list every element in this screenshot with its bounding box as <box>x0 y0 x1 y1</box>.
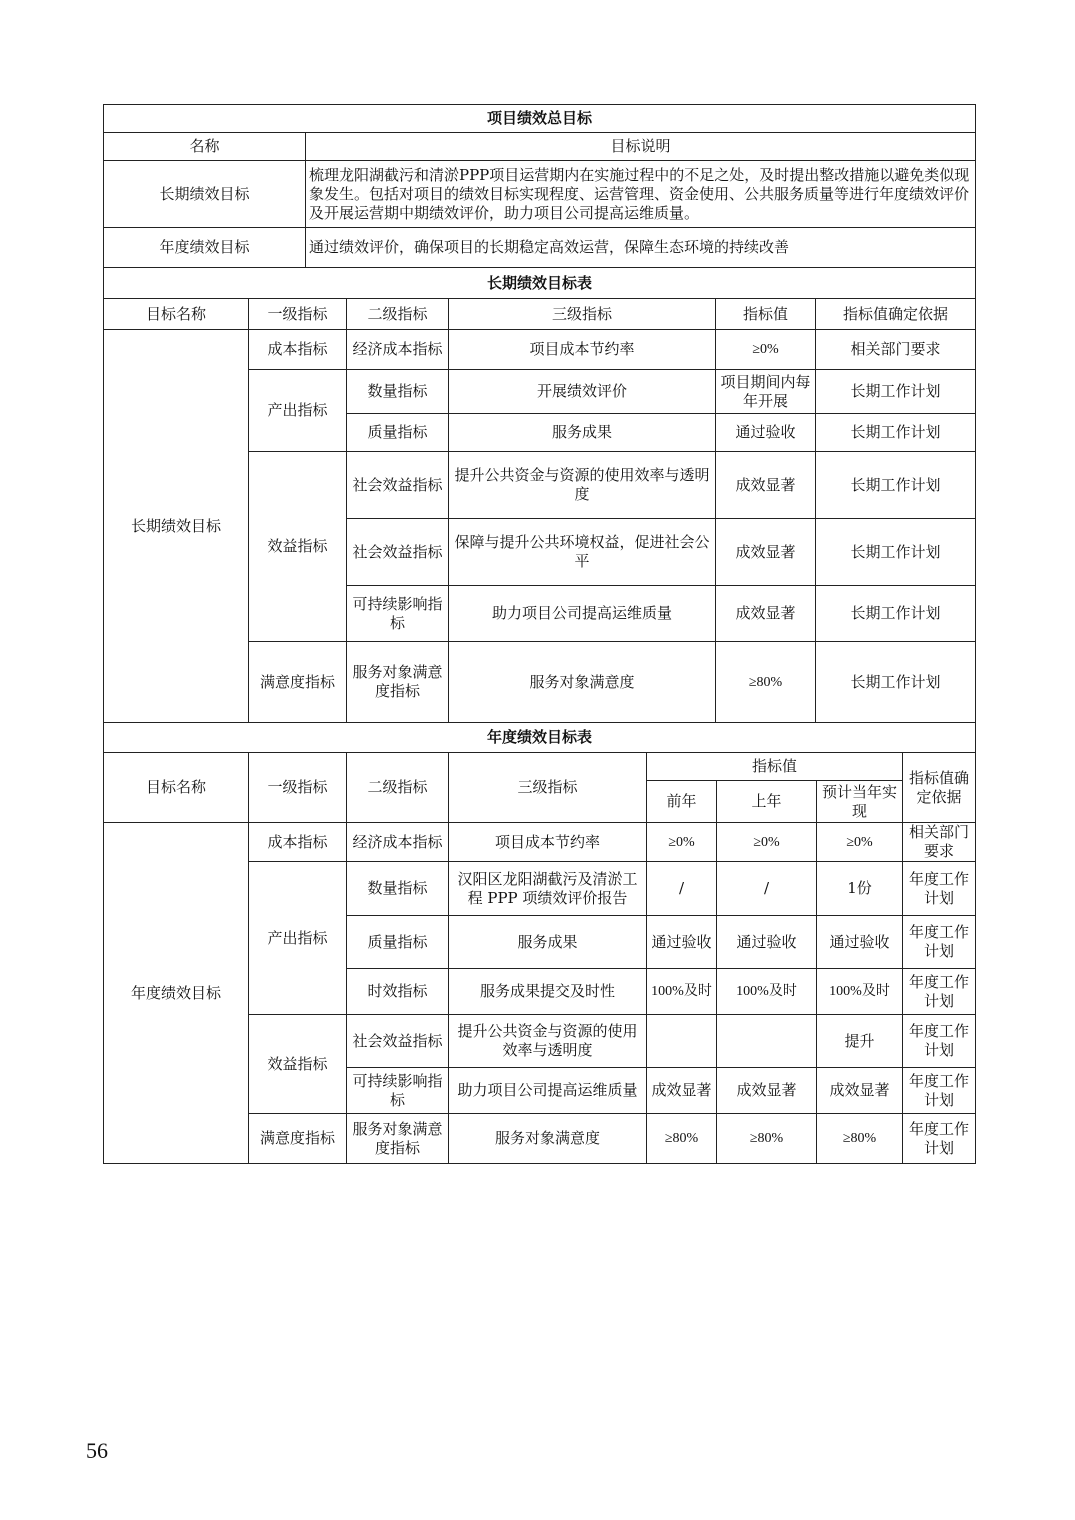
value-cell: ≥0% <box>817 823 903 862</box>
value-cell: 成效显著 <box>817 1068 903 1114</box>
basis-cell: 年度工作计划 <box>903 1068 976 1114</box>
level1-cell: 产出指标 <box>249 370 347 452</box>
summary-row-name: 年度绩效目标 <box>104 228 306 268</box>
summary-col-desc: 目标说明 <box>306 133 976 161</box>
level2-cell: 数量指标 <box>347 370 449 414</box>
level3-cell: 服务成果 <box>449 916 647 969</box>
value-cell: 成效显著 <box>716 586 816 642</box>
summary-col-name: 名称 <box>104 133 306 161</box>
header-cell: 二级指标 <box>347 299 449 330</box>
value-cell: 成效显著 <box>717 1068 817 1114</box>
level3-cell: 开展绩效评价 <box>449 370 716 414</box>
target-name-cell: 长期绩效目标 <box>104 330 249 723</box>
summary-title: 项目绩效总目标 <box>104 105 976 133</box>
summary-table <box>103 104 976 268</box>
level1-cell: 满意度指标 <box>249 642 347 723</box>
basis-cell: 长期工作计划 <box>816 414 976 452</box>
header-cell: 三级指标 <box>449 299 716 330</box>
level3-cell: 助力项目公司提高运维质量 <box>449 586 716 642</box>
level2-cell: 可持续影响指标 <box>347 586 449 642</box>
value-cell: ≥80% <box>817 1114 903 1164</box>
basis-cell: 年度工作计划 <box>903 1114 976 1164</box>
value-cell: 100%及时 <box>647 969 717 1015</box>
summary-row-name: 长期绩效目标 <box>104 161 306 228</box>
value-cell: 通过验收 <box>717 916 817 969</box>
long-term-title: 长期绩效目标表 <box>104 268 976 299</box>
value-cell: ≥80% <box>647 1114 717 1164</box>
header-cell: 目标名称 <box>104 753 249 823</box>
basis-cell: 长期工作计划 <box>816 370 976 414</box>
basis-cell: 相关部门要求 <box>903 823 976 862</box>
value-cell <box>647 1015 717 1068</box>
level2-cell: 社会效益指标 <box>347 1015 449 1068</box>
value-cell: ≥0% <box>717 823 817 862</box>
level3-cell: 助力项目公司提高运维质量 <box>449 1068 647 1114</box>
level3-cell: 项目成本节约率 <box>449 823 647 862</box>
level1-cell: 满意度指标 <box>249 1114 347 1164</box>
long-term-table <box>103 267 976 723</box>
basis-cell: 年度工作计划 <box>903 862 976 916</box>
value-cell: 提升 <box>817 1015 903 1068</box>
level3-cell: 保障与提升公共环境权益，促进社会公平 <box>449 519 716 586</box>
level2-cell: 服务对象满意度指标 <box>347 642 449 723</box>
value-cell: ≥80% <box>716 642 816 723</box>
value-cell: / <box>717 862 817 916</box>
header-cell: 指标值 <box>647 753 903 781</box>
level1-cell: 成本指标 <box>249 330 347 370</box>
header-cell: 指标值确定依据 <box>816 299 976 330</box>
basis-cell: 长期工作计划 <box>816 642 976 723</box>
level2-cell: 社会效益指标 <box>347 519 449 586</box>
value-cell: 通过验收 <box>817 916 903 969</box>
level3-cell: 服务对象满意度 <box>449 1114 647 1164</box>
header-cell: 一级指标 <box>249 753 347 823</box>
value-cell <box>717 1015 817 1068</box>
subheader-cell: 预计当年实现 <box>817 781 903 823</box>
value-cell: ≥80% <box>717 1114 817 1164</box>
header-cell: 指标值确定依据 <box>903 753 976 823</box>
header-cell: 目标名称 <box>104 299 249 330</box>
level2-cell: 时效指标 <box>347 969 449 1015</box>
value-cell: 通过验收 <box>647 916 717 969</box>
level2-cell: 服务对象满意度指标 <box>347 1114 449 1164</box>
subheader-cell: 上年 <box>717 781 817 823</box>
level1-cell: 产出指标 <box>249 862 347 1015</box>
basis-cell: 长期工作计划 <box>816 519 976 586</box>
value-cell: ≥0% <box>647 823 717 862</box>
level3-cell: 服务对象满意度 <box>449 642 716 723</box>
level2-cell: 可持续影响指标 <box>347 1068 449 1114</box>
level3-cell: 提升公共资金与资源的使用效率与透明度 <box>449 452 716 519</box>
level3-cell: 汉阳区龙阳湖截污及清淤工程 PPP 项绩效评价报告 <box>449 862 647 916</box>
summary-row-desc: 通过绩效评价，确保项目的长期稳定高效运营，保障生态环境的持续改善 <box>306 228 976 268</box>
subheader-cell: 前年 <box>647 781 717 823</box>
level2-cell: 经济成本指标 <box>347 823 449 862</box>
level1-cell: 效益指标 <box>249 452 347 642</box>
value-cell: ≥0% <box>716 330 816 370</box>
basis-cell: 相关部门要求 <box>816 330 976 370</box>
level2-cell: 数量指标 <box>347 862 449 916</box>
page-number: 56 <box>86 1438 108 1463</box>
level2-cell: 质量指标 <box>347 916 449 969</box>
value-cell: 成效显著 <box>647 1068 717 1114</box>
value-cell: 100%及时 <box>717 969 817 1015</box>
annual-title: 年度绩效目标表 <box>104 723 976 753</box>
header-cell: 一级指标 <box>249 299 347 330</box>
value-cell: 成效显著 <box>716 519 816 586</box>
level3-cell: 服务成果 <box>449 414 716 452</box>
value-cell: 项目期间内每年开展 <box>716 370 816 414</box>
basis-cell: 年度工作计划 <box>903 1015 976 1068</box>
level2-cell: 经济成本指标 <box>347 330 449 370</box>
value-cell: / <box>647 862 717 916</box>
basis-cell: 长期工作计划 <box>816 586 976 642</box>
summary-row-desc: 梳理龙阳湖截污和清淤PPP项目运营期内在实施过程中的不足之处，及时提出整改措施以避免类似现象发生。包括对项目的绩效目标实现程度、运营管理、资金使用、公共服务质量等进行年度绩效评价及开展运营期中期绩效评价，助力项目公司提高运维质量。 <box>306 161 976 228</box>
level3-cell: 提升公共资金与资源的使用效率与透明度 <box>449 1015 647 1068</box>
basis-cell: 长期工作计划 <box>816 452 976 519</box>
value-cell: 通过验收 <box>716 414 816 452</box>
value-cell: 100%及时 <box>817 969 903 1015</box>
level1-cell: 效益指标 <box>249 1015 347 1114</box>
header-cell: 三级指标 <box>449 753 647 823</box>
target-name-cell: 年度绩效目标 <box>104 823 249 1164</box>
header-cell: 指标值 <box>716 299 816 330</box>
basis-cell: 年度工作计划 <box>903 916 976 969</box>
value-cell: 成效显著 <box>716 452 816 519</box>
level2-cell: 社会效益指标 <box>347 452 449 519</box>
basis-cell: 年度工作计划 <box>903 969 976 1015</box>
value-cell: 1份 <box>817 862 903 916</box>
header-cell: 二级指标 <box>347 753 449 823</box>
level1-cell: 成本指标 <box>249 823 347 862</box>
level3-cell: 服务成果提交及时性 <box>449 969 647 1015</box>
annual-table <box>103 722 976 1164</box>
level2-cell: 质量指标 <box>347 414 449 452</box>
level3-cell: 项目成本节约率 <box>449 330 716 370</box>
